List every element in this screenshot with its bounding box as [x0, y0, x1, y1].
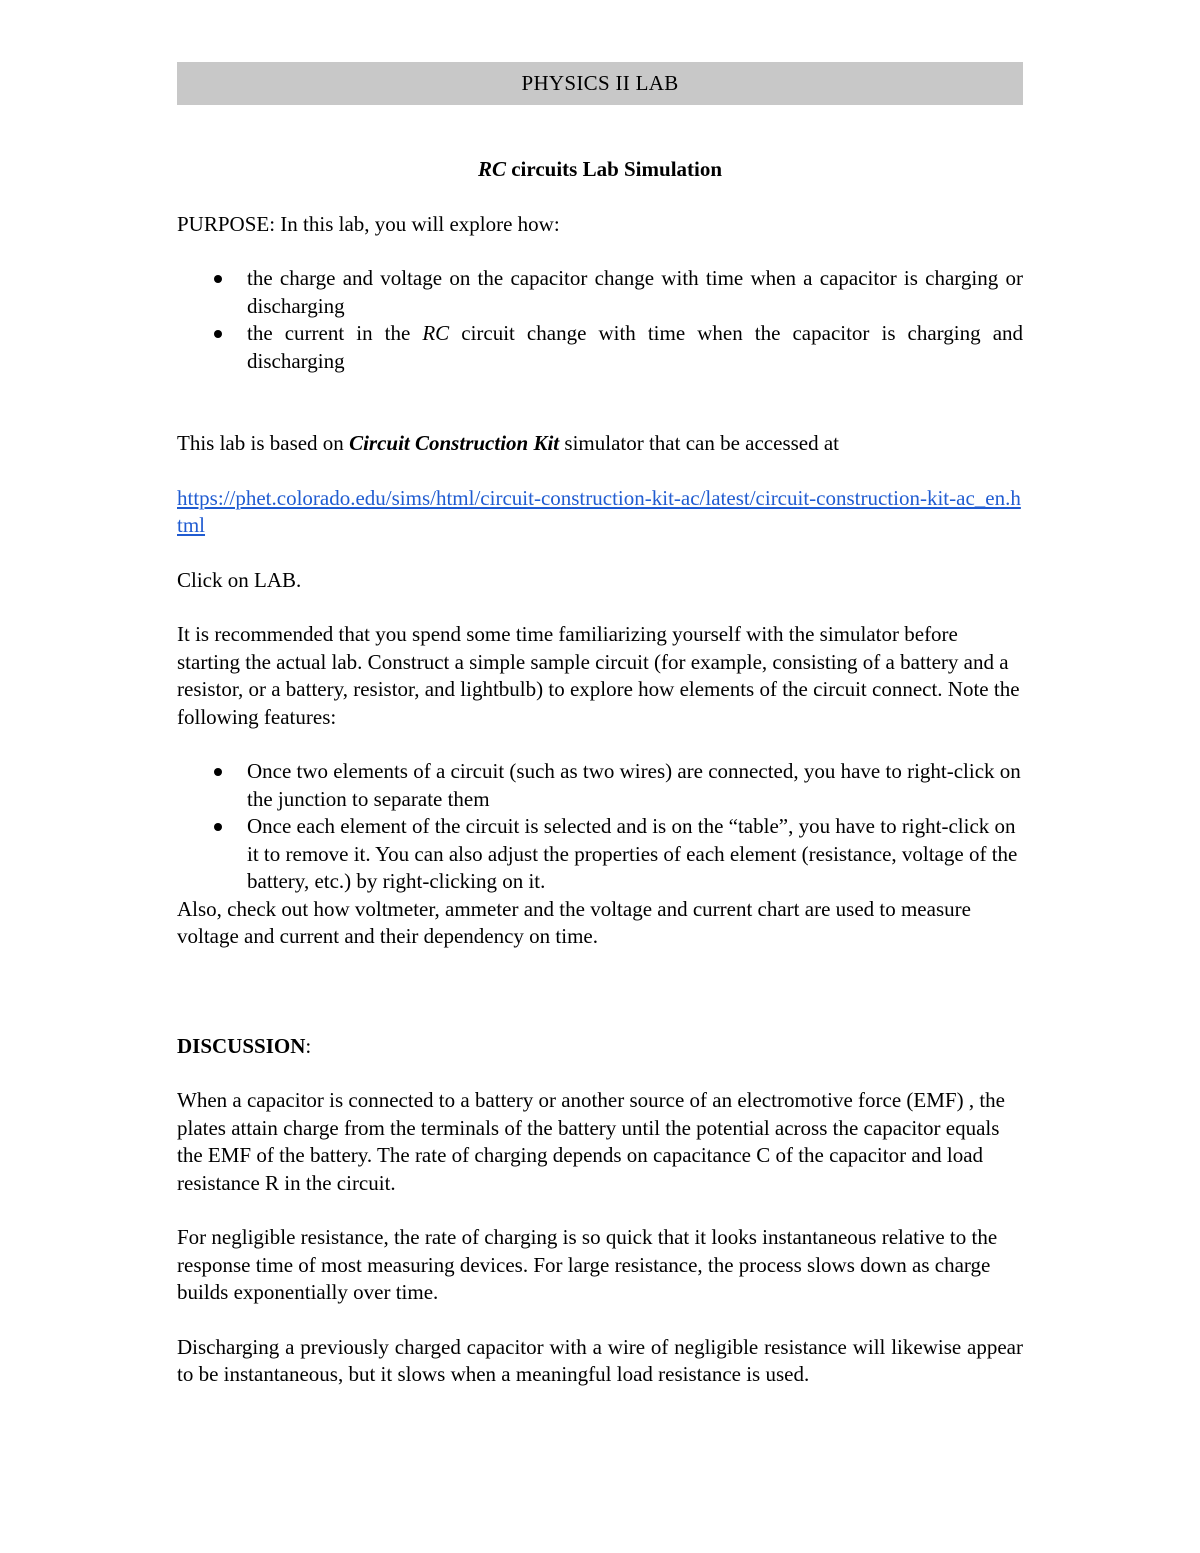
list-item: [177, 758, 1023, 813]
discussion-paragraph-1: When a capacitor is connected to a battery or another source of an electromotive force (EMF) , the plates attain charge from the terminals of the battery until the potential across the capacitor equals the EMF of the battery. The rate of charging depends on capacitance C of the capacitor and load resistance R in the circuit.: [177, 1088, 1005, 1195]
discussion-heading-text: DISCUSSION: [177, 1033, 306, 1058]
purpose-bullet-1: the charge and voltage on the capacitor change with time when a capacitor is charging or discharging: [247, 266, 1023, 318]
features-list: [177, 758, 1023, 896]
feature-item-2: Once each element of the circuit is selected and is on the “table”, you have to right-click on it to remove it. You can also adjust the properties of each element (resistance, voltage of the battery, etc.) by right-clicking on it.: [247, 814, 1018, 893]
based-on-pre: This lab is based on: [177, 431, 350, 455]
purpose-bullet-2-post: circuit change with time when the capacitor is charging and discharging: [247, 321, 1024, 373]
discussion-heading-colon: :: [305, 1033, 312, 1058]
list-item: [177, 320, 1023, 375]
discussion-heading: [177, 1033, 1023, 1061]
header-bar: [177, 62, 1023, 105]
purpose-bullet-2-pre: the current in the: [247, 321, 423, 345]
bullet-icon: [214, 768, 222, 776]
simulator-link[interactable]: https://phet.colorado.edu/sims/html/circuit-construction-kit-ac/latest/circuit-construction-kit-ac_en.html: [177, 485, 1021, 537]
title-rest: circuits Lab Simulation: [505, 157, 723, 181]
header-title: PHYSICS II LAB: [521, 71, 679, 95]
purpose-bullet-2-rc: RC: [422, 321, 450, 345]
document-body: [177, 156, 1023, 1389]
kit-name: Circuit Construction Kit: [349, 431, 560, 455]
feature-item-1: Once two elements of a circuit (such as two wires) are connected, you have to right-click on the junction to separate them: [247, 759, 1021, 811]
simulator-link-paragraph: [177, 485, 1023, 540]
bullet-icon: [214, 823, 222, 831]
document-title: [177, 156, 1023, 184]
title-rc: RC: [477, 157, 506, 181]
based-on-text: [177, 430, 1023, 458]
discussion-paragraph-2: For negligible resistance, the rate of charging is so quick that it looks instantaneous relative to the response time of most measuring devices. For large resistance, the process slows down as charge builds exponentially over time.: [177, 1225, 998, 1304]
discussion-paragraph-3: Discharging a previously charged capacitor with a wire of negligible resistance will likewise appear to be instantaneous, but it slows when a meaningful load resistance is used.: [177, 1334, 1023, 1386]
list-item: [177, 265, 1023, 320]
list-item: [177, 813, 1023, 896]
bullet-icon: [214, 275, 222, 283]
bullet-icon: [214, 330, 222, 338]
click-lab-instruction: Click on LAB.: [177, 567, 302, 592]
purpose-intro: PURPOSE: In this lab, you will explore how:: [177, 211, 560, 236]
also-paragraph: Also, check out how voltmeter, ammeter and the voltage and current chart are used to measure voltage and current and their dependency on time.: [177, 896, 971, 948]
recommendation-paragraph: It is recommended that you spend some time familiarizing yourself with the simulator before starting the actual lab. Construct a simple sample circuit (for example, consisting of a battery and a resistor, or a battery, resistor, and lightbulb) to explore how elements of the circuit connect. Note the following features:: [177, 622, 1020, 729]
purpose-list: [177, 265, 1023, 375]
based-on-post: simulator that can be accessed at: [559, 431, 840, 455]
